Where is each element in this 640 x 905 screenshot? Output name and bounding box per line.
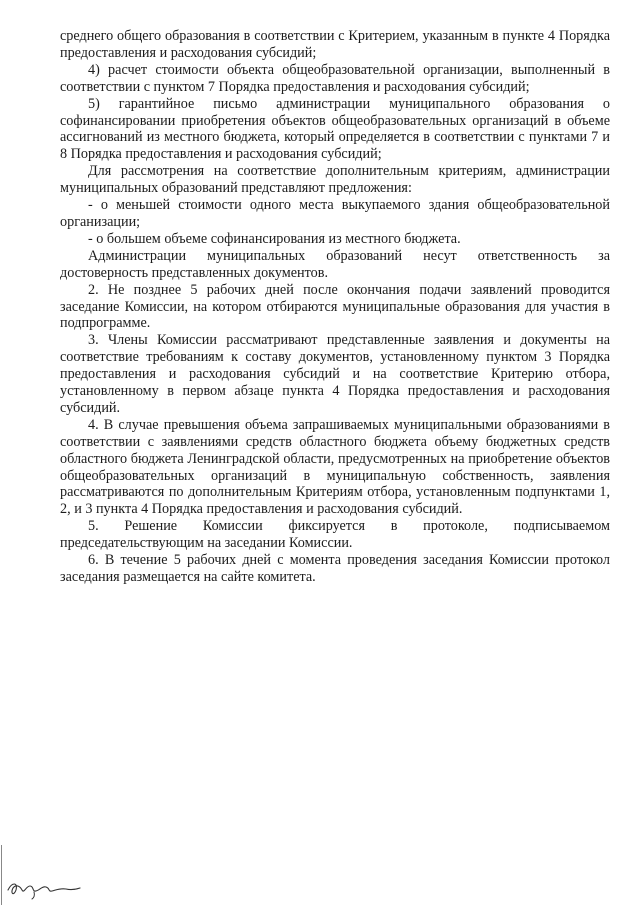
paragraph-responsibility: Администрации муниципальных образований несут ответственность за достоверность представленных документов. [60,247,610,281]
paragraph-proposal-larger-cofinancing: - о большем объеме софинансирования из местного бюджета. [88,230,461,247]
paragraph-proposal-lower-cost: - о меньшей стоимости одного места выкупаемого здания общеобразовательной организации; [60,197,610,230]
paragraph-item-5-decision-protocol: 5. Решение Комиссии фиксируется в протоколе, подписываемом председательствующим на заседании Комиссии. [60,518,610,552]
paragraph-item-4-budget-excess: 4. В случае превышения объема запрашиваемых муниципальными образованиями в соответствии с заявлениями средств областного бюджета объему бюджетных средств областного бюджета Ленинградской области, предусмотренных на приобретение объектов общеобразовательных организаций в муниципальную собственность, заявления рассматриваются по дополнительным Критериям отбора, установленным подпунктами 1, 2, и 3 пункта 4 Порядка предоставления и расходования субсидий. [60,416,610,518]
paragraph-criterion-continuation: среднего общего образования в соответствии с Критерием, указанным в пункте 4 Порядка предоставления и расходования субсидий; [60,28,610,61]
handwritten-initials [4,876,84,900]
paragraph-item-4-cost-calculation: 4) расчет стоимости объекта общеобразовательной организации, выполненный в соответствии с пунктом 7 Порядка предоставления и расходования субсидий; [60,61,610,95]
paragraph-item-2-commission-meeting: 2. Не позднее 5 рабочих дней после окончания подачи заявлений проводится заседание Комиссии, на котором отбираются муниципальные образования для участия в подпрограмме. [60,281,610,332]
paragraph-item-5-guarantee-letter: 5) гарантийное письмо администрации муниципального образования о софинансировании приобретения объектов общеобразовательных организаций в объеме ассигнований из местного бюджета, который определяется в соответствии с пунктами 7 и 8 Порядка предоставления и расходования субсидий; [60,95,610,163]
document-page [60,28,610,586]
scan-edge-line [1,845,2,905]
paragraph-item-6-protocol-publication: 6. В течение 5 рабочих дней с момента проведения заседания Комиссии протокол заседания размещается на сайте комитета. [60,552,610,585]
paragraph-additional-criteria-intro: Для рассмотрения на соответствие дополнительным критериям, администрации муниципальных образований представляют предложения: [60,163,610,197]
paragraph-item-3-members-review: 3. Члены Комиссии рассматривают представленные заявления и документы на соответствие требованиям к составу документов, установленному пунктом 3 Порядка предоставления и расходования субсидий и на соответствие Критерию отбора, установленному в первом абзаце пункта 4 Порядка предоставления и расходования субсидий. [60,332,610,416]
